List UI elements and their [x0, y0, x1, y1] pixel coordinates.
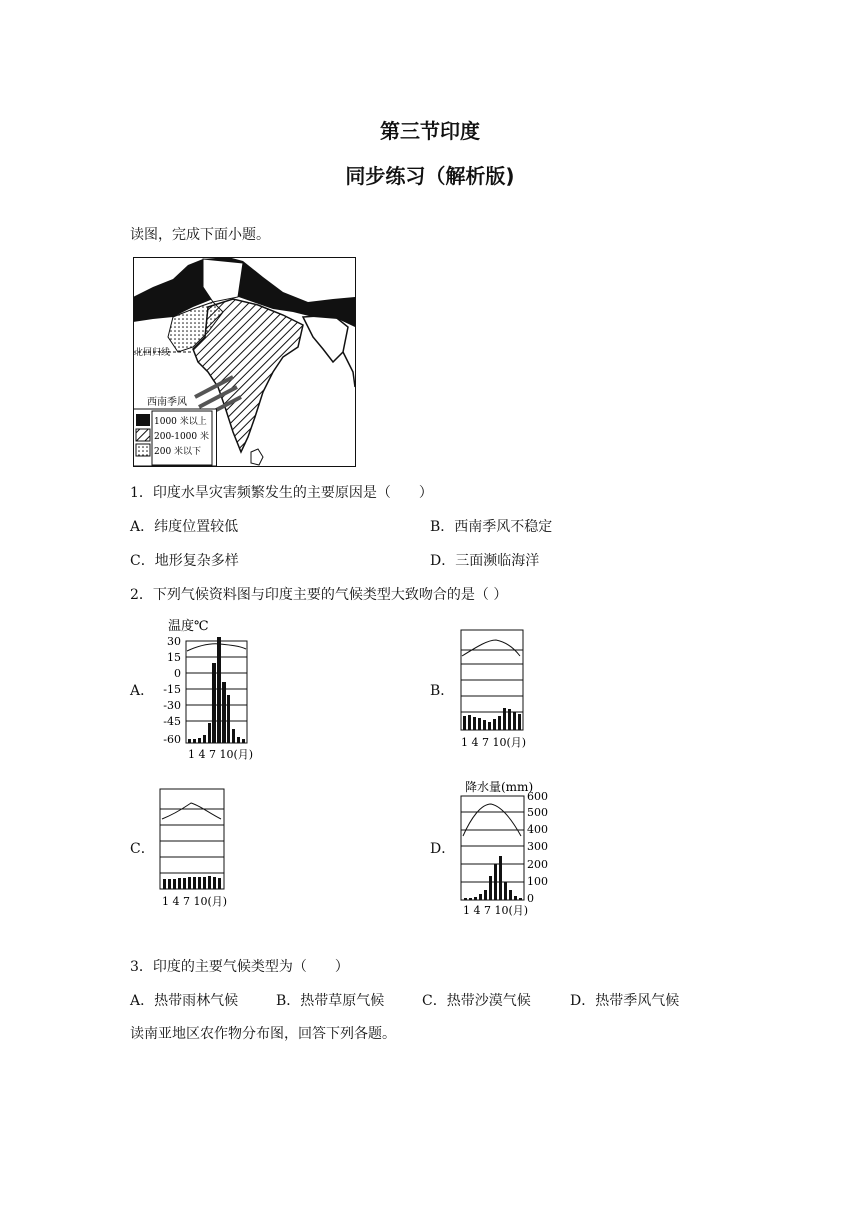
- question-3-stem: 3．印度的主要气候类型为（ ）: [130, 959, 349, 975]
- legend-item: 200 米以下: [154, 447, 202, 457]
- month-axis: 1 4 7 10(月): [463, 904, 529, 917]
- precip-tick: 0: [527, 892, 534, 905]
- precip-tick: 200: [527, 858, 548, 871]
- month-axis: 1 4 7 10(月): [162, 895, 228, 908]
- precip-tick: 500: [527, 806, 548, 819]
- india-map-figure: [133, 257, 356, 467]
- climate-chart-a: [150, 615, 280, 769]
- climate-chart-d: [455, 778, 565, 922]
- climate-chart-b: [458, 628, 548, 757]
- q2-label-b[interactable]: B．: [430, 683, 455, 699]
- temp-ticks: [163, 635, 181, 746]
- precip-axis-title: 降水量(mm): [465, 780, 534, 794]
- question-1-stem: 1．印度水旱灾害频繁发生的主要原因是（ ）: [130, 485, 433, 501]
- page-subtitle: 同步练习（解析版): [345, 164, 515, 188]
- temp-axis-title: 温度℃: [168, 619, 209, 634]
- monsoon-label: 西南季风: [147, 397, 187, 408]
- temp-tick: 30: [167, 635, 181, 648]
- temp-tick: -45: [163, 715, 181, 728]
- question-2-stem: 2．下列气候资料图与印度主要的气候类型大致吻合的是（ ）: [130, 587, 508, 603]
- india-map: [133, 257, 356, 467]
- q2-label-c[interactable]: C．: [130, 841, 155, 857]
- month-axis: 1 4 7 10(月): [461, 736, 527, 749]
- temp-tick: -30: [163, 699, 181, 712]
- q1-option-b[interactable]: B．西南季风不稳定: [430, 519, 553, 535]
- page-title: 第三节印度: [380, 119, 480, 143]
- temp-tick: -15: [163, 683, 181, 696]
- q3-option-d[interactable]: D．热带季风气候: [570, 993, 680, 1009]
- tropic-label: 北回归线: [134, 348, 171, 358]
- precip-ticks: [527, 790, 548, 905]
- intro-text: 读图，完成下面小题。: [130, 227, 270, 243]
- q2-label-a[interactable]: A．: [130, 683, 155, 699]
- next-intro-text: 读南亚地区农作物分布图，回答下列各题。: [130, 1026, 396, 1042]
- q2-label-d[interactable]: D．: [430, 841, 456, 857]
- legend-item: 200-1000 米: [154, 432, 209, 442]
- q3-option-b[interactable]: B．热带草原气候: [276, 993, 385, 1009]
- legend-item: 1000 米以上: [154, 417, 207, 427]
- q3-option-a[interactable]: A．热带雨林气候: [130, 993, 239, 1009]
- temp-tick: 0: [174, 667, 181, 680]
- precip-tick: 300: [527, 840, 548, 853]
- precip-tick: 400: [527, 823, 548, 836]
- climate-chart-c: [157, 787, 247, 916]
- month-axis: 1 4 7 10(月): [188, 748, 254, 761]
- q1-option-d[interactable]: D．三面濒临海洋: [430, 553, 540, 569]
- q3-option-c[interactable]: C．热带沙漠气候: [422, 993, 531, 1009]
- precip-tick: 100: [527, 875, 548, 888]
- precip-tick: 600: [527, 790, 548, 803]
- temp-tick: 15: [167, 651, 181, 664]
- q1-option-a[interactable]: A．纬度位置较低: [130, 519, 239, 535]
- temp-tick: -60: [163, 733, 181, 746]
- q1-option-c[interactable]: C．地形复杂多样: [130, 553, 239, 569]
